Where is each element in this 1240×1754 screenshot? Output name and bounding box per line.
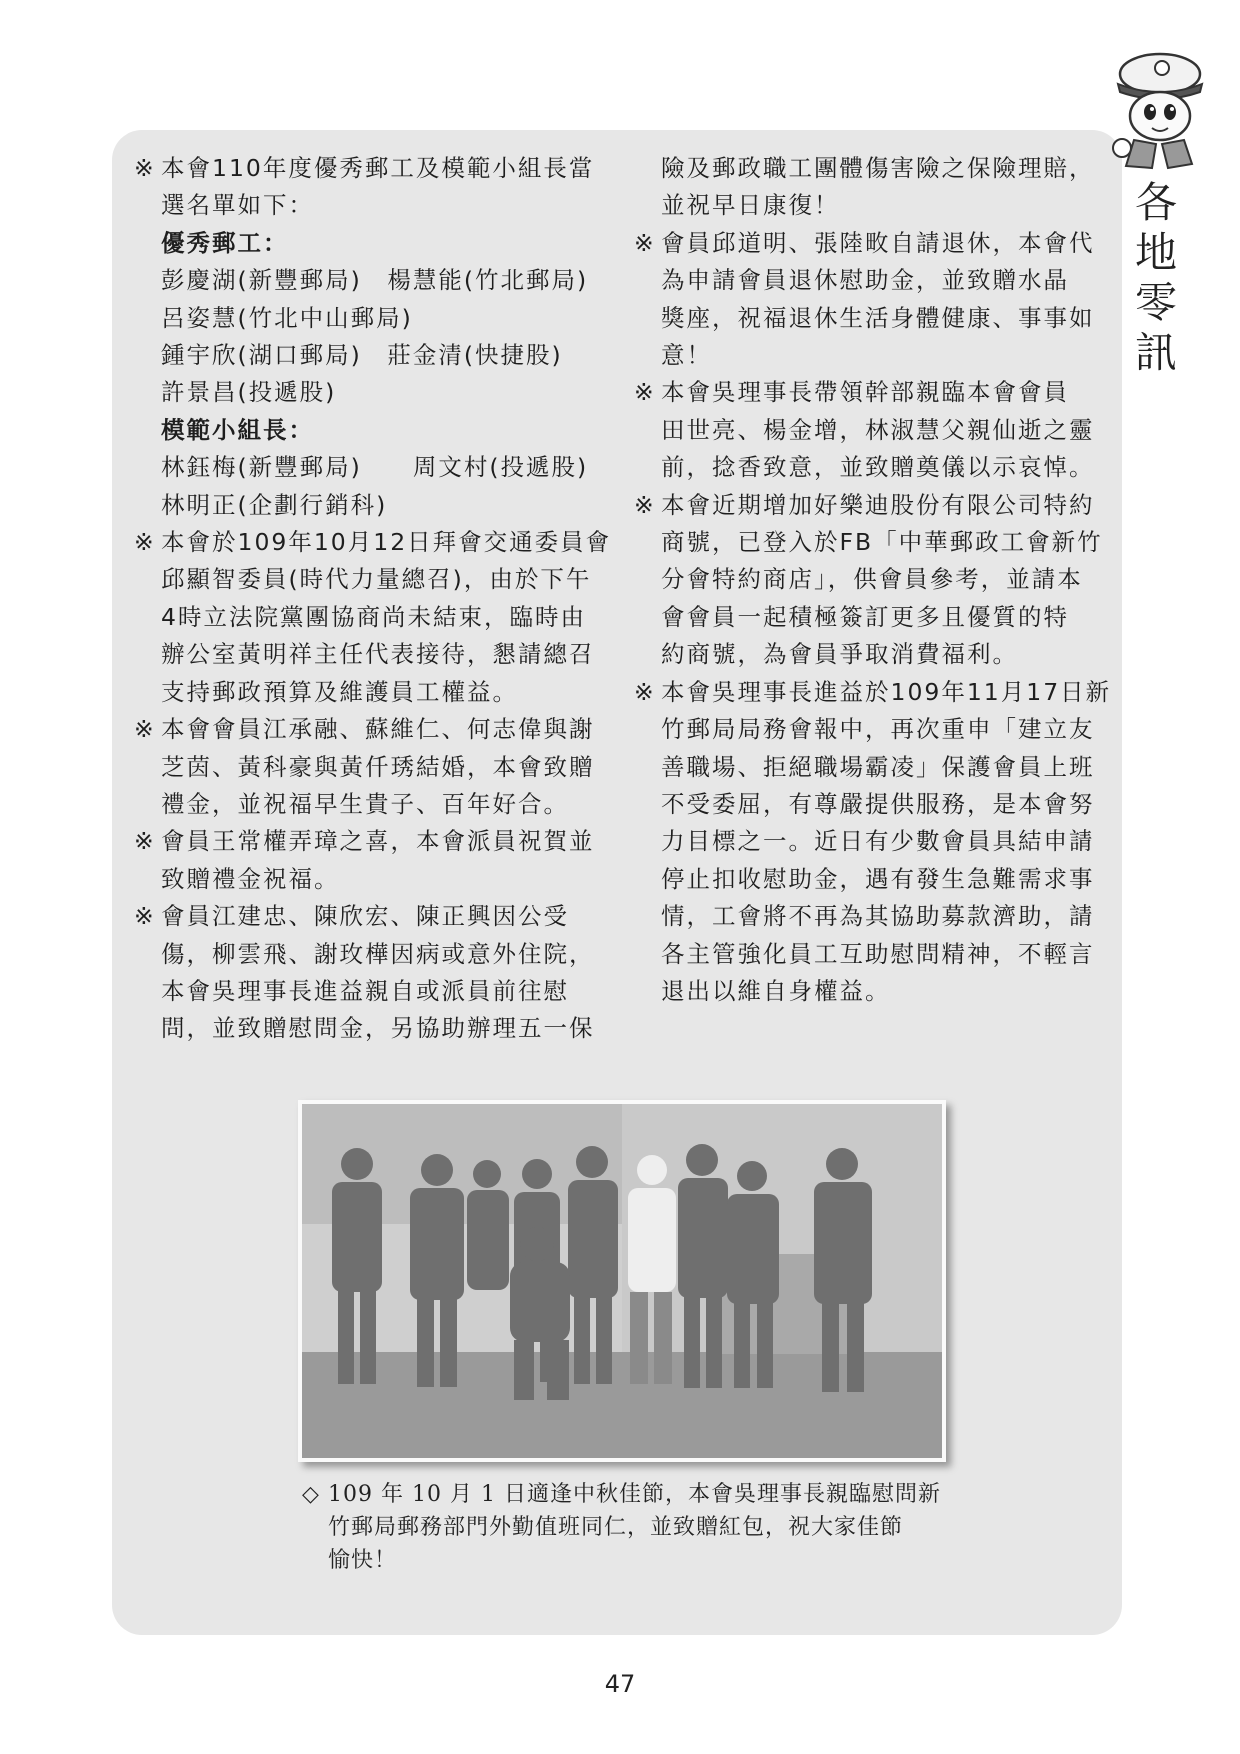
news-item-line: 本會會員江承融、蘇維仁、何志偉與謝: [161, 715, 595, 744]
section-title-char: 各: [1134, 178, 1177, 227]
left-column: [134, 150, 624, 1048]
news-item-line: 田世亮、楊金增，林淑慧父親仙逝之靈: [661, 415, 1095, 444]
news-item: [134, 150, 624, 225]
news-item-line: 情，工會將不再為其協助募款濟助，請: [661, 902, 1095, 931]
reference-mark-icon: ※: [634, 228, 656, 257]
photo-caption: [302, 1478, 962, 1577]
news-item-line: 禮金，並祝福早生貴子、百年好合。: [161, 789, 569, 818]
news-item-line: 致贈禮金祝福。: [161, 864, 340, 893]
list-heading: 模範小組長：: [161, 415, 314, 444]
text-line: 險及郵政職工團體傷害險之保險理賠，: [661, 154, 1095, 182]
caption-line: 竹郵局郵務部門外勤值班同仁，並致贈紅包，祝大家佳節: [328, 1515, 904, 1540]
news-item-line: 本會近期增加好樂迪股份有限公司特約: [661, 490, 1095, 519]
news-item: [634, 487, 1124, 674]
group-photo: [298, 1100, 946, 1462]
news-item-line: 會會員一起積極簽訂更多且優質的特: [661, 602, 1069, 631]
caption-line: 愉快！: [328, 1548, 398, 1573]
caption-line: 109 年 10 月 1 日適逢中秋佳節，本會吳理事長親臨慰問新: [328, 1482, 941, 1507]
news-item-line: 各主管強化員工互助慰問精神，不輕言: [661, 939, 1095, 968]
news-item-line: 邱顯智委員(時代力量總召)，由於下午: [161, 565, 592, 594]
section-title: [1126, 178, 1186, 378]
section-title-char: 零: [1134, 278, 1177, 327]
reference-mark-icon: ※: [634, 677, 656, 706]
news-item-line: 本會110年度優秀郵工及模範小組長當: [161, 154, 595, 182]
caption-diamond-icon: ◇: [302, 1482, 320, 1507]
news-item-line: 本會吳理事長進益親自或派員前往慰: [161, 976, 569, 1005]
reference-mark-icon: ※: [634, 490, 656, 519]
news-item: [134, 823, 624, 898]
news-item: [634, 674, 1124, 1011]
news-item-line: 分會特約商店」，供會員參考，並請本: [661, 565, 1083, 594]
news-item-line: 意！: [661, 341, 712, 370]
section-title-char: 地: [1134, 228, 1177, 277]
news-item-line: 善職場、拒絕職場霸凌」保護會員上班: [661, 752, 1095, 781]
news-item-line: 支持郵政預算及維護員工權益。: [161, 677, 518, 706]
news-item-line: 獎座，祝福退休生活身體健康、事事如: [661, 303, 1095, 332]
news-item: [634, 374, 1124, 486]
text-line: 彭慶湖(新豐郵局) 楊慧能(竹北郵局): [161, 266, 589, 295]
reference-mark-icon: ※: [634, 378, 656, 407]
news-item: [134, 524, 624, 711]
text-line: 呂姿慧(竹北中山郵局): [161, 303, 413, 332]
news-item-line: 問，並致贈慰問金，另協助辦理五一保: [161, 1014, 595, 1043]
news-item: [634, 225, 1124, 375]
news-item-line: 傷，柳雲飛、謝玫樺因病或意外住院，: [161, 939, 595, 968]
news-item-line: 本會於109年10月12日拜會交通委員會: [161, 528, 612, 557]
news-item-line: 竹郵局局務會報中，再次重申「建立友: [661, 715, 1095, 744]
news-item-line: 退出以維自身權益。: [661, 976, 891, 1005]
news-item-line: 芝茵、黃科豪與黃仟琇結婚，本會致贈: [161, 752, 595, 781]
page-number: 47: [604, 1670, 636, 1698]
reference-mark-icon: ※: [134, 715, 156, 744]
reference-mark-icon: ※: [134, 154, 156, 182]
news-item-line: 會員邱道明、張陸畋自請退休，本會代: [661, 228, 1095, 257]
news-item-line: 選名單如下：: [161, 191, 314, 220]
news-item: [134, 898, 624, 1048]
news-item-line: 不受委屈，有尊嚴提供服務，是本會努: [661, 789, 1095, 818]
news-item-line: 本會吳理事長帶領幹部親臨本會會員: [661, 378, 1069, 407]
text-line: 林明正(企劃行銷科): [161, 490, 388, 519]
news-item-line: 會員江建忠、陳欣宏、陳正興因公受: [161, 902, 569, 931]
reference-mark-icon: ※: [134, 827, 156, 856]
news-item-line: 本會吳理事長進益於109年11月17日新: [661, 677, 1112, 706]
news-item-line: 前，捻香致意，並致贈奠儀以示哀悼。: [661, 453, 1095, 482]
news-item-line: 4時立法院黨團協商尚未結束，臨時由: [161, 602, 586, 631]
news-item: [134, 711, 624, 823]
news-item-line: 會員王常權弄璋之喜，本會派員祝賀並: [161, 827, 595, 856]
news-item-line: 停止扣收慰助金，遇有發生急難需求事: [661, 864, 1095, 893]
news-item-line: 商號，已登入於FB「中華郵政工會新竹: [661, 528, 1103, 557]
text-line: 鍾宇欣(湖口郵局) 莊金清(快捷股): [161, 341, 563, 370]
reference-mark-icon: ※: [134, 528, 156, 557]
text-line: 林鈺梅(新豐郵局) 周文村(投遞股): [161, 453, 589, 482]
list-heading: 優秀郵工：: [161, 228, 289, 257]
news-item-line: 力目標之一。近日有少數會員具結申請: [661, 827, 1095, 856]
reference-mark-icon: ※: [134, 902, 156, 931]
news-item-line: 辦公室黃明祥主任代表接待，懇請總召: [161, 640, 595, 669]
section-title-char: 訊: [1134, 328, 1177, 377]
news-item-line: 約商號，為會員爭取消費福利。: [661, 640, 1018, 669]
news-item-line: 為申請會員退休慰助金，並致贈水晶: [661, 266, 1069, 295]
right-column: [634, 150, 1124, 1010]
text-line: 許景昌(投遞股): [161, 378, 337, 407]
text-line: 並祝早日康復！: [661, 191, 840, 220]
